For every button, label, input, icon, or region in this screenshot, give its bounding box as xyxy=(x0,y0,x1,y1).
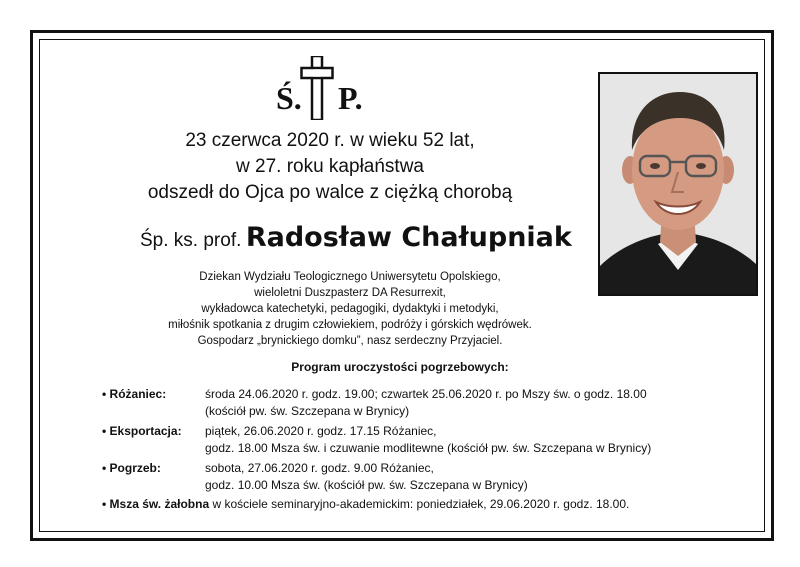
bio-line: Gospodarz „brynickiego domku”, nasz serdeczny Przyjaciel. xyxy=(197,335,503,347)
portrait-photo xyxy=(598,72,758,296)
portrait-illustration xyxy=(600,74,756,294)
rosary-line: (kościół pw. św. Szczepana w Brynicy) xyxy=(205,404,410,418)
exportation-details xyxy=(205,423,745,457)
intro-text xyxy=(120,128,540,206)
exportation-line: piątek, 26.06.2020 r. godz. 17.15 Różaniec, xyxy=(205,424,437,438)
bio-line: wykładowca katechetyki, pedagogiki, dydaktyki i metodyki, xyxy=(201,303,499,315)
exportation-line: godz. 18.00 Msza św. i czuwanie modlitewne (kościół pw. św. Szczepana w Brynicy) xyxy=(205,441,652,455)
rosary-details xyxy=(205,386,745,420)
sp-right-text: P. xyxy=(338,80,363,116)
exportation-label: • Eksportacja: xyxy=(102,424,182,438)
biography xyxy=(110,269,590,349)
deceased-name-line xyxy=(140,222,600,253)
deceased-name: Radosław Chałupniak xyxy=(245,222,572,253)
name-prefix: Śp. ks. prof. xyxy=(140,230,242,251)
rosary-label: • Różaniec: xyxy=(102,387,167,401)
bio-line: Dziekan Wydziału Teologicznego Uniwersytetu Opolskiego, xyxy=(199,271,501,283)
cross-icon xyxy=(300,56,334,120)
mourning-mass-details: w kościele seminaryjno-akademickim: poniedziałek, 29.06.2020 r. godz. 18.00. xyxy=(209,497,630,511)
funeral-label: • Pogrzeb: xyxy=(102,461,161,475)
funeral-line: sobota, 27.06.2020 r. godz. 9.00 Różaniec, xyxy=(205,461,434,475)
intro-line-priesthood: w 27. roku kapłaństwa xyxy=(236,156,424,177)
sp-left-text: Ś. xyxy=(276,80,302,116)
bio-line: miłośnik spotkania z drugim człowiekiem, podróży i górskich wędrówek. xyxy=(168,319,532,331)
program-title: Program uroczystości pogrzebowych: xyxy=(291,360,509,374)
intro-line-date: 23 czerwca 2020 r. w wieku 52 lat, xyxy=(185,130,475,151)
sp-heading xyxy=(270,56,380,122)
rosary-line: środa 24.06.2020 r. godz. 19.00; czwartek 25.06.2020 r. po Mszy św. o godz. 18.00 xyxy=(205,387,647,401)
program-item-mourning-mass xyxy=(102,497,629,511)
intro-line-passing: odszedł do Ojca po walce z ciężką chorobą xyxy=(147,182,513,203)
funeral-line: godz. 10.00 Msza św. (kościół pw. św. Szczepana w Brynicy) xyxy=(205,478,528,492)
mourning-mass-label: • Msza św. żałobna xyxy=(102,497,210,511)
funeral-details xyxy=(205,460,745,494)
bio-line: wieloletni Duszpasterz DA Resurrexit, xyxy=(254,287,446,299)
